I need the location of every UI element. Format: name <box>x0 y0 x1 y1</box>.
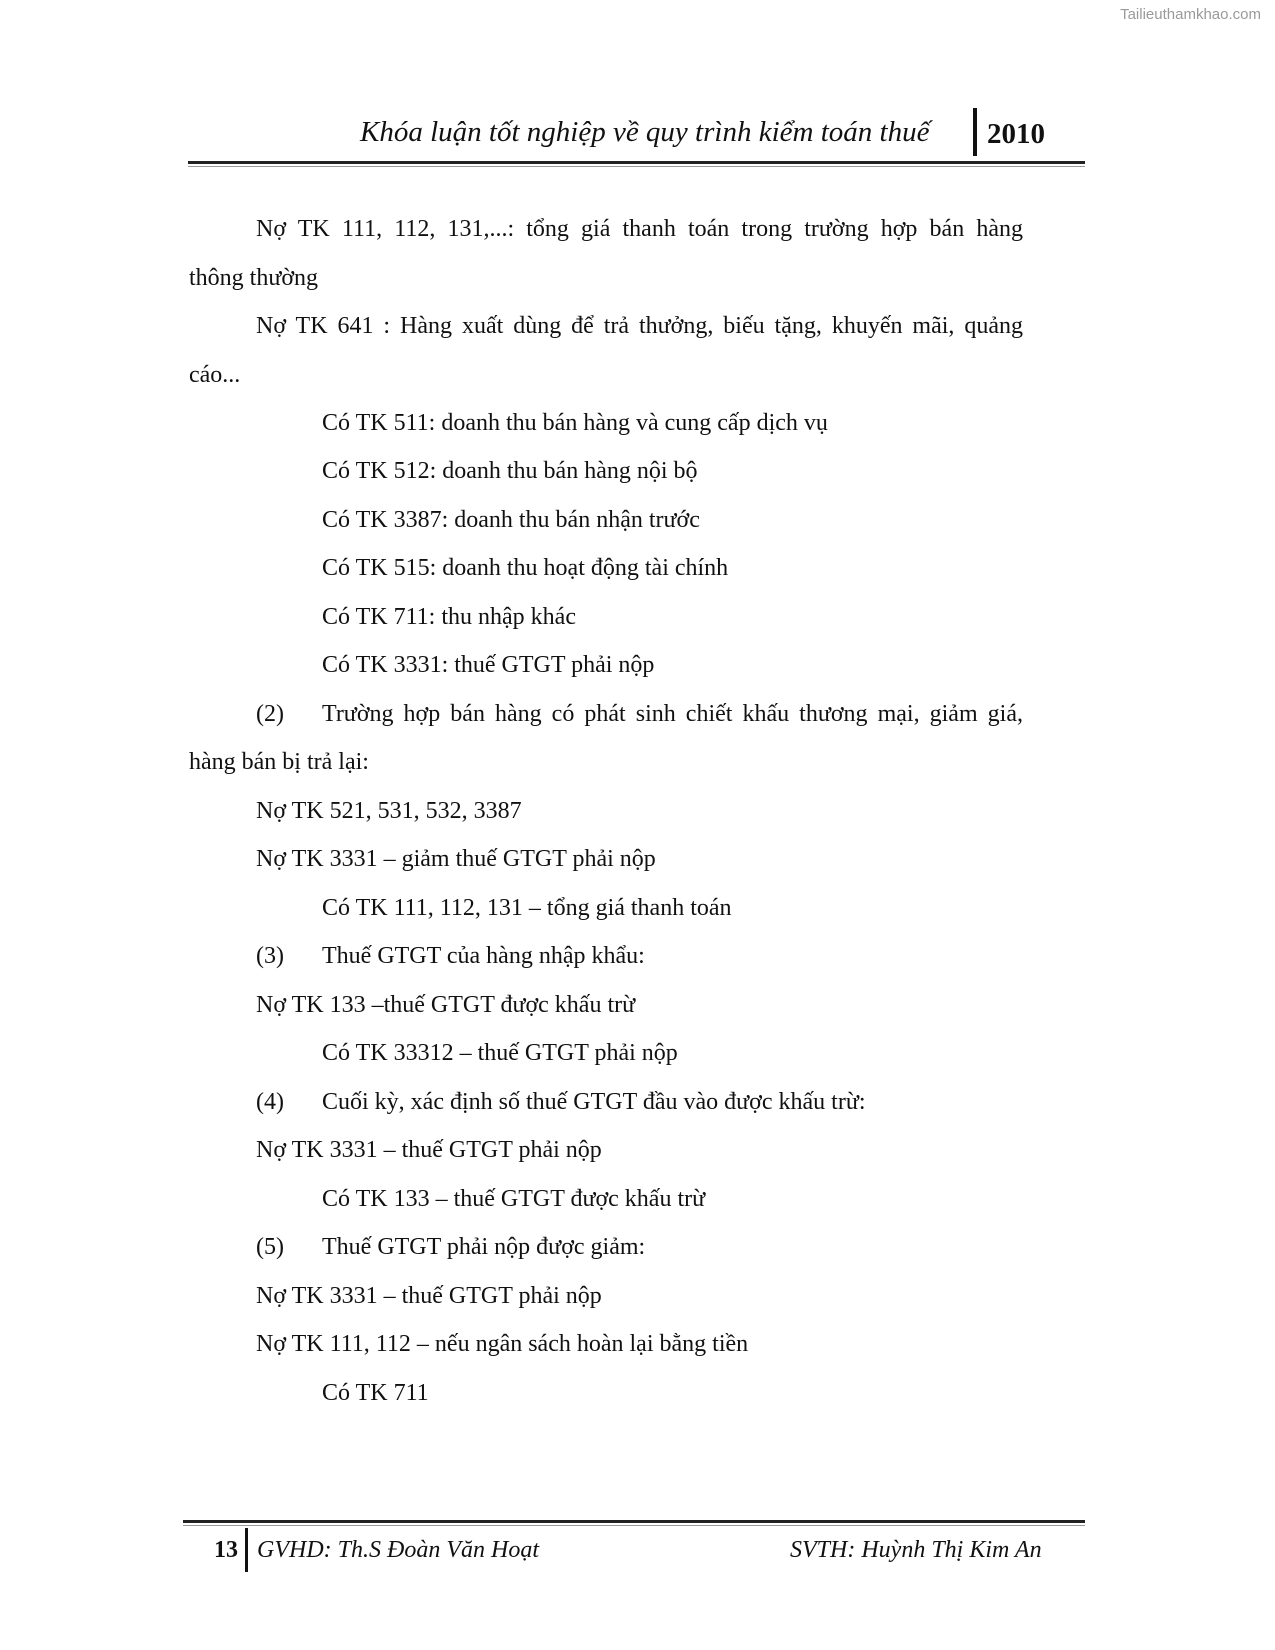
body-line: Có TK 511: doanh thu bán hàng và cung cấp dịch vụ <box>322 410 828 436</box>
body-line: Có TK 711: thu nhập khác <box>322 604 576 630</box>
watermark: Tailieuthamkhao.com <box>1120 6 1261 23</box>
body-line: Có TK 3331: thuế GTGT phải nộp <box>322 652 655 678</box>
body-line: cáo... <box>189 362 241 388</box>
body-line: Có TK 512: doanh thu bán hàng nội bộ <box>322 458 698 484</box>
item-number: (4) <box>256 1089 284 1115</box>
body-line: Có TK 33312 – thuế GTGT phải nộp <box>322 1040 678 1066</box>
body-line: Nợ TK 111, 112 – nếu ngân sách hoàn lại bằng tiền <box>256 1331 749 1357</box>
body-line: Có TK 111, 112, 131 – tổng giá thanh toán <box>322 895 732 921</box>
body-line: Có TK 515: doanh thu hoạt động tài chính <box>322 555 729 581</box>
body-line: Nợ TK 111, 112, 131,...: tổng giá thanh toán trong trường hợp bán hàng <box>256 216 1023 242</box>
footer-advisor: GVHD: Th.S Đoàn Văn Hoạt <box>257 1537 539 1563</box>
footer-rule-thin <box>183 1525 1085 1526</box>
footer-student: SVTH: Huỳnh Thị Kim An <box>790 1537 1042 1563</box>
body-line: Có TK 133 – thuế GTGT được khấu trừ <box>322 1186 706 1212</box>
body-line: Nợ TK 3331 – thuế GTGT phải nộp <box>256 1283 602 1309</box>
page-number: 13 <box>214 1537 238 1563</box>
body-line: Nợ TK 521, 531, 532, 3387 <box>256 798 522 824</box>
body-line: Cuối kỳ, xác định số thuế GTGT đầu vào được khấu trừ: <box>322 1089 866 1115</box>
header-year: 2010 <box>987 118 1045 150</box>
body-line: Thuế GTGT phải nộp được giảm: <box>322 1234 646 1260</box>
body-line: Thuế GTGT của hàng nhập khẩu: <box>322 943 645 969</box>
header-divider <box>973 108 977 156</box>
body-line: Nợ TK 641 : Hàng xuất dùng để trả thưởng, biếu tặng, khuyến mãi, quảng <box>256 313 1023 339</box>
body-line: hàng bán bị trả lại: <box>189 749 369 775</box>
footer-rule <box>183 1520 1085 1523</box>
body-line: Trường hợp bán hàng có phát sinh chiết khấu thương mại, giảm giá, <box>322 701 1023 727</box>
header-rule <box>188 161 1085 164</box>
body-line: Có TK 711 <box>322 1380 429 1406</box>
body-line: Nợ TK 3331 – thuế GTGT phải nộp <box>256 1137 602 1163</box>
item-number: (5) <box>256 1234 284 1260</box>
header-title: Khóa luận tốt nghiệp về quy trình kiểm toán thuế <box>360 116 930 148</box>
item-number: (2) <box>256 701 284 727</box>
item-number: (3) <box>256 943 284 969</box>
body-line: Nợ TK 133 –thuế GTGT được khấu trừ <box>256 992 636 1018</box>
body-line: Có TK 3387: doanh thu bán nhận trước <box>322 507 700 533</box>
footer-divider <box>245 1528 248 1572</box>
body-line: thông thường <box>189 265 319 291</box>
header-rule-thin <box>188 166 1085 167</box>
body-line: Nợ TK 3331 – giảm thuế GTGT phải nộp <box>256 846 656 872</box>
